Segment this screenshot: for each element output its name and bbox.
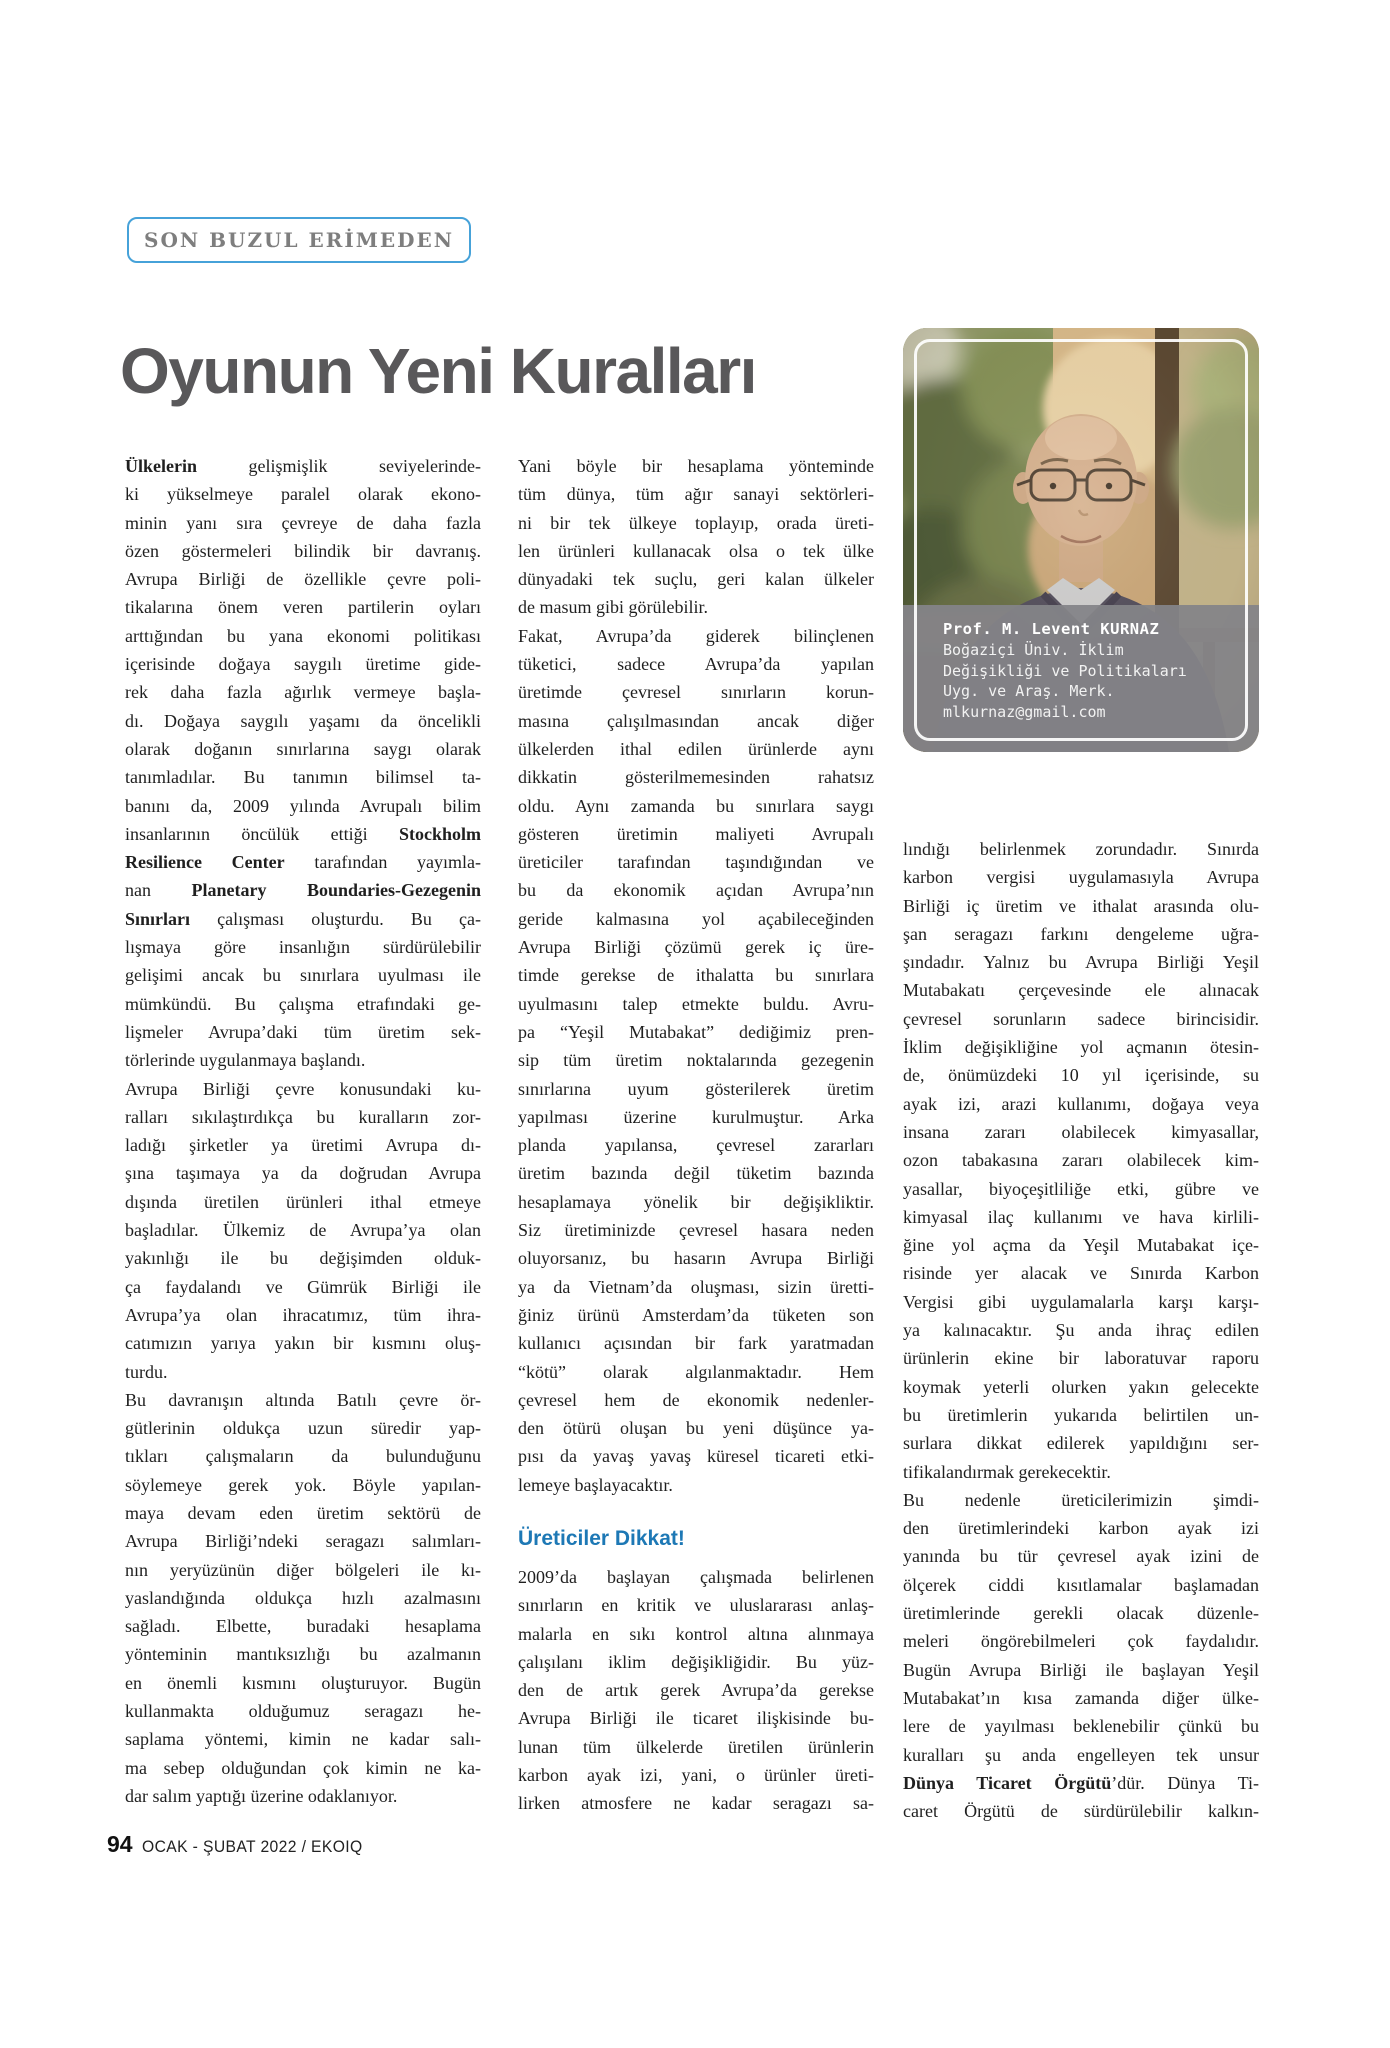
text-line: en önemli kısmını oluşturuyor. Bugün (125, 1672, 481, 1693)
text-line: “kötü” olarak algılanmaktadır. Hem (518, 1361, 874, 1382)
text-line: çevresel sorunların sadece birincisidir. (903, 1008, 1259, 1029)
text-line: söylemeye gerek yok. Böyle yapılan- (125, 1474, 481, 1495)
text-line: ürünlerin ekine bir laboratuvar raporu (903, 1348, 1259, 1369)
text-line: İklim değişikliğine yol açmanın ötesin- (903, 1037, 1259, 1058)
text-line: ma sebep olduğundan çok kimin ne ka- (125, 1757, 481, 1778)
article-title: Oyunun Yeni Kuralları (120, 335, 756, 407)
text-line: de masum gibi görülebilir. (518, 597, 708, 618)
text-line: Bu nedenle üreticilerimizin şimdi- (903, 1489, 1259, 1510)
text-line: Mutabakatı çerçevesinde ele alınacak (903, 980, 1259, 1001)
text-line: Sınırları çalışması oluşturdu. Bu ça- (125, 908, 481, 929)
text-line: tifikalandırmak gerekecektir. (903, 1461, 1111, 1482)
text-line: ölçerek ciddi kısıtlamalar başlamadan (903, 1574, 1259, 1595)
author-name: Prof. M. Levent KURNAZ (943, 620, 1160, 638)
text-line: üretimlerinde gerekli olacak düzenle- (903, 1603, 1259, 1624)
text-line: ya da Vietnam’da oluşması, sizin üretti- (518, 1276, 874, 1297)
text-line: caret Örgütü de sürdürülebilir kalkın- (903, 1801, 1259, 1822)
text-line: Avrupa Birliği çevre konusundaki ku- (125, 1078, 481, 1099)
text-line: maya devam eden üretim sektörü de (125, 1502, 481, 1523)
text-line: yapılması üzerine kurulmuştur. Arka (518, 1106, 874, 1127)
caption-line: Uyg. ve Araş. Merk. (943, 682, 1115, 700)
article-column-1 (125, 452, 481, 1810)
text-line: Ülkelerin gelişmişlik seviyelerinde- (125, 456, 481, 476)
text-line: risinde yer alacak ve Sınırda Karbon (903, 1263, 1259, 1284)
text-line: malarla en sıkı kontrol altına alınmaya (518, 1623, 874, 1644)
author-affiliation (943, 640, 1241, 722)
text-line: bu üretimlerin yukarıda belirtilen un- (903, 1404, 1259, 1425)
article-column-3 (903, 835, 1259, 1825)
text-line: içerisinde doğaya saygılı üretime gide- (125, 654, 481, 675)
text-line: sağladı. Elbette, buradaki hesaplama (125, 1616, 481, 1637)
author-photo-card (903, 328, 1259, 752)
text-line: koymak yeterli olurken yakın gelecekte (903, 1376, 1259, 1397)
text-line: tüm dünya, tüm ağır sanayi sektörleri- (518, 484, 874, 505)
text-line: Resilience Center tarafından yayımla- (125, 852, 481, 873)
page-footer (107, 1831, 374, 1858)
text-line: dünyadaki tek suçlu, geri kalan ülkeler (518, 569, 874, 590)
text-line: üretimde çevresel sınırların korun- (518, 682, 874, 703)
text-line: sınırların en kritik ve uluslararası anlaş- (518, 1595, 874, 1616)
text-line: tıkları çalışmaların da bulunduğunu (125, 1446, 481, 1467)
text-line: karbon vergisi uygulamasıyla Avrupa (903, 867, 1259, 888)
text-line: Bugün Avrupa Birliği ile başlayan Yeşil (903, 1659, 1259, 1680)
text-line: den de artık gerek Avrupa’da gerekse (518, 1680, 874, 1701)
text-line: kullanıcı açısından bir fark yaratmadan (518, 1333, 874, 1354)
text-line: timde gerekse de ithalatta bu sınırlara (518, 965, 874, 986)
text-line: bu da ekonomik açıdan Avrupa’nın (518, 880, 874, 901)
text-line: tanımladılar. Bu tanımın bilimsel ta- (125, 767, 481, 788)
text-line: ayak izi, arazi kullanımı, doğaya veya (903, 1093, 1259, 1114)
text-line: dışında üretilen ürünleri ithal etmeye (125, 1191, 481, 1212)
text-line: den üretimlerindeki karbon ayak izi (903, 1518, 1259, 1539)
text-line: olarak doğanın sınırlarına saygı olarak (125, 738, 481, 759)
text-line: yakınlığı ile bu değişimden olduk- (125, 1248, 481, 1269)
text-line: kullanmakta olduğumuz seragazı he- (125, 1701, 481, 1722)
text-line: ni bir tek ülkeye toplayıp, orada üreti- (518, 512, 874, 533)
text-line: ralları sıkılaştırdıkça bu kuralların zor- (125, 1106, 481, 1127)
text-line: minin yanı sıra çevreye de daha fazla (125, 512, 481, 533)
text-line: oldu. Aynı zamanda bu sınırlara saygı (518, 795, 874, 816)
text-line: uyulmasını talep etmekte buldu. Avru- (518, 993, 874, 1014)
text-line: Birliği iç üretim ve ithalat arasında olu- (903, 895, 1259, 916)
text-line: şına taşımaya ya da doğrudan Avrupa (125, 1163, 481, 1184)
text-line: rek daha fazla ağırlık vermeye başla- (125, 682, 481, 703)
text-line: Bu davranışın altında Batılı çevre ör- (125, 1389, 481, 1410)
text-line: Vergisi gibi uygulamalarla karşı karşı- (903, 1291, 1259, 1312)
text-line: yaslandığında oldukça hızlı azalmasını (125, 1587, 481, 1608)
caption-line: Değişikliği ve Politikaları (943, 661, 1187, 680)
text-line: insana zararı olabilecek kimyasallar, (903, 1121, 1259, 1142)
text-line: üreticiler tarafından taşındığından ve (518, 852, 874, 873)
text-line: ğine yol açma da Yeşil Mutabakat içe- (903, 1235, 1259, 1256)
text-line: törlerinde uygulanmaya başlandı. (125, 1050, 366, 1071)
text-line: çalışılanı iklim değişikliğidir. Bu yüz- (518, 1651, 874, 1672)
text-line: planda yapılansa, çevresel zararları (518, 1135, 874, 1156)
text-line: banını da, 2009 yılında Avrupalı bilim (125, 795, 481, 816)
photo-caption-box (903, 605, 1259, 752)
text-line: şan seragazı farkını dengeleme uğra- (903, 923, 1259, 944)
page-number: 94 (107, 1831, 133, 1857)
text-line: Avrupa Birliği çözümü gerek iç üre- (518, 937, 874, 958)
text-line: Avrupa Birliği’ndeki seragazı salımları- (125, 1531, 481, 1552)
text-line: kuralları şu anda engelleyen tek unsur (903, 1744, 1259, 1765)
text-line: de, önümüzdeki 10 yıl içerisinde, su (903, 1065, 1259, 1086)
text-line: dı. Doğaya saygılı yaşamı da öncelikli (125, 710, 481, 731)
text-line: Avrupa Birliği de özellikle çevre poli- (125, 569, 481, 590)
text-line: nan Planetary Boundaries-Gezegenin (125, 880, 481, 901)
text-line: tikalarına önem veren partilerin oyları (125, 597, 481, 618)
text-line: lemeye başlayacaktır. (518, 1474, 673, 1495)
text-line: lındığı belirlenmek zorundadır. Sınırda (903, 839, 1259, 859)
text-line: ülkelerden ithal edilen ürünlerde aynı (518, 738, 874, 759)
article-column-2 (518, 452, 874, 1818)
text-line: nın yeryüzünün diğer bölgeleri ile kı- (125, 1559, 481, 1580)
text-line: meleri öngörebilmeleri çok faydalıdır. (903, 1631, 1259, 1652)
text-line: catımızın yarıya yakın bir kısmını oluş- (125, 1333, 481, 1354)
text-line: lirken atmosfere ne kadar seragazı sa- (518, 1793, 874, 1814)
text-line: oluyorsanız, bu hasarın Avrupa Birliği (518, 1248, 874, 1269)
text-line: ya kalınacaktır. Şu anda ihraç edilen (903, 1320, 1259, 1341)
section-heading: Üreticiler Dikkat! (518, 1526, 685, 1550)
text-line: ğiniz ürünü Amsterdam’da tüketen son (518, 1304, 874, 1325)
text-line: başladılar. Ülkemiz de Avrupa’ya olan (125, 1220, 481, 1241)
text-line: sip tüm üretim noktalarında gezegenin (518, 1050, 874, 1071)
text-line: masına çalışılmasından ancak diğer (518, 710, 874, 731)
text-line: surlara dikkat edilerek yapıldığını ser- (903, 1433, 1259, 1454)
text-line: şındadır. Yalnız bu Avrupa Birliği Yeşil (903, 952, 1259, 973)
caption-line: Boğaziçi Üniv. İklim (943, 641, 1124, 659)
text-line: ozon tabakasına zararı olabilecek kim- (903, 1150, 1259, 1171)
text-line: Siz üretiminizde çevresel hasara neden (518, 1220, 874, 1241)
text-line: insanlarının öncülük ettiği Stockholm (125, 823, 481, 844)
section-kicker-tag: SON BUZUL ERİMEDEN (127, 217, 471, 263)
text-line: lunan tüm ülkelerde üretilen ürünlerin (518, 1736, 874, 1757)
text-line: ladığı şirketler ya üretimi Avrupa dı- (125, 1135, 481, 1156)
text-line: 2009’da başlayan çalışmada belirlenen (518, 1566, 874, 1587)
text-line: yönteminin mantıksızlığı bu azalmanın (125, 1644, 481, 1665)
text-line: pısı da yavaş yavaş küresel ticareti etki- (518, 1446, 874, 1467)
text-line: geride kalmasına yol açabileceğinden (518, 908, 874, 929)
text-line: hesaplamaya yönelik bir değişikliktir. (518, 1191, 874, 1212)
text-line: mümkündü. Bu çalışma etrafındaki ge- (125, 993, 481, 1014)
text-line: Mutabakat’ın kısa zamanda diğer ülke- (903, 1687, 1259, 1708)
text-line: kimyasal ilaç kullanımı ve hava kirlili- (903, 1206, 1259, 1227)
issue-label: OCAK - ŞUBAT 2022 / EKOIQ (141, 1838, 363, 1856)
text-line: Fakat, Avrupa’da giderek bilinçlenen (518, 625, 874, 646)
text-line: yanında bu tür çevresel ayak izini de (903, 1546, 1259, 1567)
text-line: den ötürü oluşan bu yeni düşünce ya- (518, 1418, 874, 1439)
text-line: gütlerinin oldukça uzun süredir yap- (125, 1418, 481, 1439)
caption-line: mlkurnaz@gmail.com (943, 702, 1106, 721)
text-line: çevresel hem de ekonomik nedenler- (518, 1389, 874, 1410)
text-line: dikkatin gösterilmemesinden rahatsız (518, 767, 874, 788)
text-line: lere de yayılması beklenebilir çünkü bu (903, 1716, 1259, 1737)
text-line: sınırlarına uyum gösterilerek üretim (518, 1078, 874, 1099)
text-line: lişmeler Avrupa’daki tüm üretim sek- (125, 1021, 481, 1042)
text-line: lışmaya göre insanlığın sürdürülebilir (125, 937, 481, 958)
text-line: ça faydalandı ve Gümrük Birliği ile (125, 1276, 481, 1297)
text-line: Avrupa Birliği ile ticaret ilişkisinde bu- (518, 1708, 874, 1729)
text-line: üretim bazında değil tüketim bazında (518, 1163, 874, 1184)
text-line: len ürünleri kullanacak olsa o tek ülke (518, 540, 874, 561)
text-line: arttığından bu yana ekonomi politikası (125, 625, 481, 646)
text-line: Avrupa’ya olan ihracatımız, tüm ihra- (125, 1304, 481, 1325)
text-line: tüketici, sadece Avrupa’da yapılan (518, 654, 874, 675)
text-line: ki yükselmeye paralel olarak ekono- (125, 484, 481, 505)
text-line: gelişimi ancak bu sınırlara uyulması ile (125, 965, 481, 986)
text-line: pa “Yeşil Mutabakat” dediğimiz pren- (518, 1021, 874, 1042)
text-line: dar salım yaptığı üzerine odaklanıyor. (125, 1785, 398, 1806)
text-line: Dünya Ticaret Örgütü’dür. Dünya Ti- (903, 1772, 1259, 1793)
text-line: Yani böyle bir hesaplama yönteminde (518, 456, 874, 476)
text-line: saplama yöntemi, kimin ne kadar salı- (125, 1729, 481, 1750)
text-line: turdu. (125, 1361, 168, 1382)
text-line: yasallar, biyoçeşitliliğe etki, gübre ve (903, 1178, 1259, 1199)
text-line: özen göstermeleri bilindik bir davranış. (125, 540, 481, 561)
text-line: gösteren üretimin maliyeti Avrupalı (518, 823, 874, 844)
text-line: karbon ayak izi, yani, o ürünler üreti- (518, 1765, 874, 1786)
